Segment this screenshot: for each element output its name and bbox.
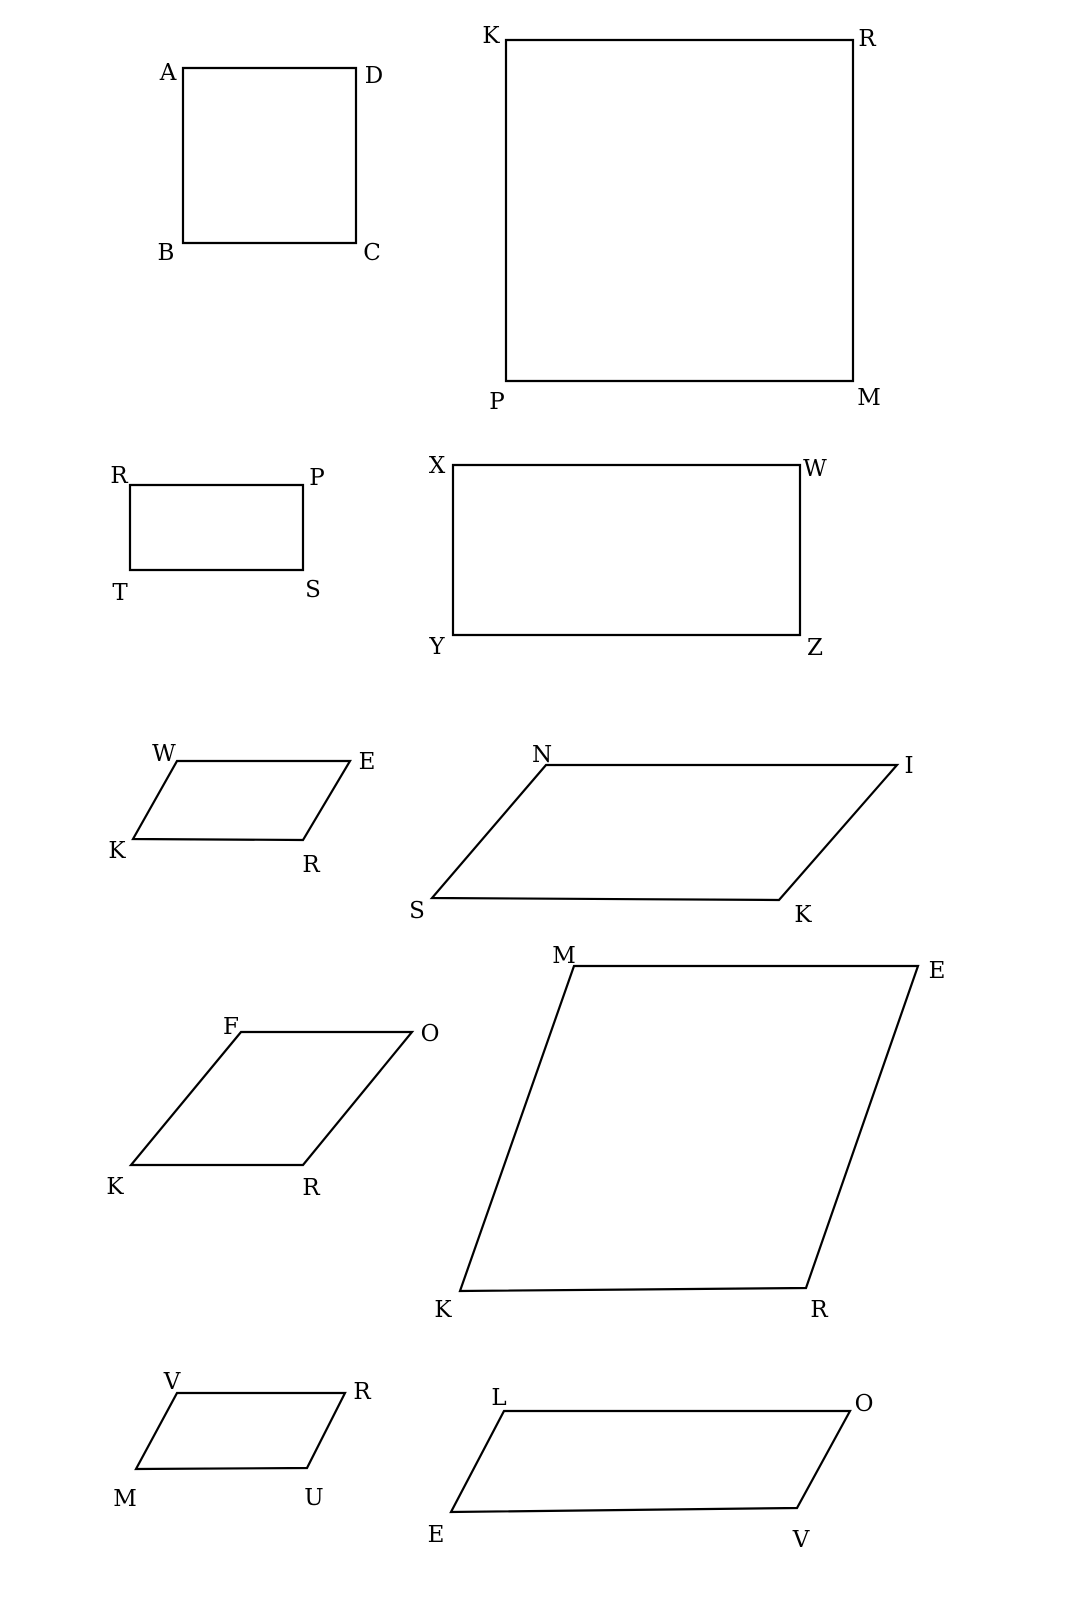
vertex-label: P — [489, 389, 505, 415]
vertex-label: R — [353, 1379, 371, 1405]
square-abcd-outline — [183, 68, 356, 243]
vertex-label: E — [928, 958, 946, 984]
vertex-label: R — [110, 463, 128, 489]
parallelogram-vrum — [113, 1369, 371, 1512]
vertex-label: L — [491, 1385, 507, 1411]
square-abcd — [158, 60, 384, 266]
vertex-label: M — [552, 943, 576, 969]
vertex-label: C — [363, 240, 381, 266]
rectangle-rpst-outline — [130, 485, 303, 570]
vertex-label: F — [223, 1014, 239, 1040]
vertex-label: Y — [429, 634, 445, 660]
square-krmp — [482, 23, 880, 415]
rectangle-xwzy — [428, 453, 827, 661]
vertex-label: K — [794, 902, 812, 928]
vertex-label: X — [428, 453, 446, 479]
rectangle-xwzy-outline — [453, 465, 800, 635]
parallelogram-niks — [409, 742, 913, 928]
parallelogram-niks-outline — [432, 765, 897, 900]
vertex-label: B — [157, 240, 175, 266]
vertex-label: K — [434, 1297, 452, 1323]
vertex-label: T — [112, 580, 128, 606]
vertex-label: N — [531, 742, 553, 768]
vertex-label: O — [854, 1391, 874, 1417]
vertex-label: Z — [807, 635, 823, 661]
vertex-label: D — [364, 63, 384, 89]
parallelogram-fork — [106, 1014, 439, 1201]
rectangle-rpst — [110, 463, 324, 606]
vertex-label: R — [858, 26, 876, 52]
parallelogram-merk-outline — [460, 966, 918, 1291]
vertex-label: E — [358, 749, 376, 775]
vertex-label: R — [302, 1175, 320, 1201]
vertex-label: O — [420, 1021, 440, 1047]
vertex-label: U — [304, 1485, 324, 1511]
parallelogram-werk — [108, 741, 375, 878]
vertex-label: E — [427, 1522, 445, 1548]
vertex-label: M — [857, 385, 881, 411]
vertex-label: M — [113, 1486, 137, 1512]
vertex-label: V — [792, 1527, 810, 1553]
parallelogram-fork-outline — [131, 1032, 412, 1165]
vertex-label: W — [152, 741, 176, 767]
vertex-label: V — [163, 1369, 181, 1395]
vertex-label: R — [810, 1297, 828, 1323]
figures-layer — [106, 23, 945, 1553]
parallelogram-werk-outline — [133, 761, 350, 840]
parallelogram-merk — [434, 943, 945, 1323]
vertex-label: S — [409, 898, 425, 924]
vertex-label: K — [482, 23, 500, 49]
parallelogram-love — [428, 1385, 874, 1553]
vertex-label: K — [106, 1174, 124, 1200]
parallelogram-vrum-outline — [136, 1393, 345, 1469]
vertex-label: P — [309, 465, 325, 491]
parallelogram-love-outline — [451, 1411, 850, 1512]
vertex-label: K — [108, 838, 126, 864]
vertex-label: I — [904, 753, 914, 779]
square-krmp-outline — [506, 40, 853, 381]
vertex-label: W — [803, 456, 827, 482]
vertex-label: R — [302, 852, 320, 878]
vertex-label: S — [305, 577, 321, 603]
vertex-label: A — [159, 60, 177, 86]
